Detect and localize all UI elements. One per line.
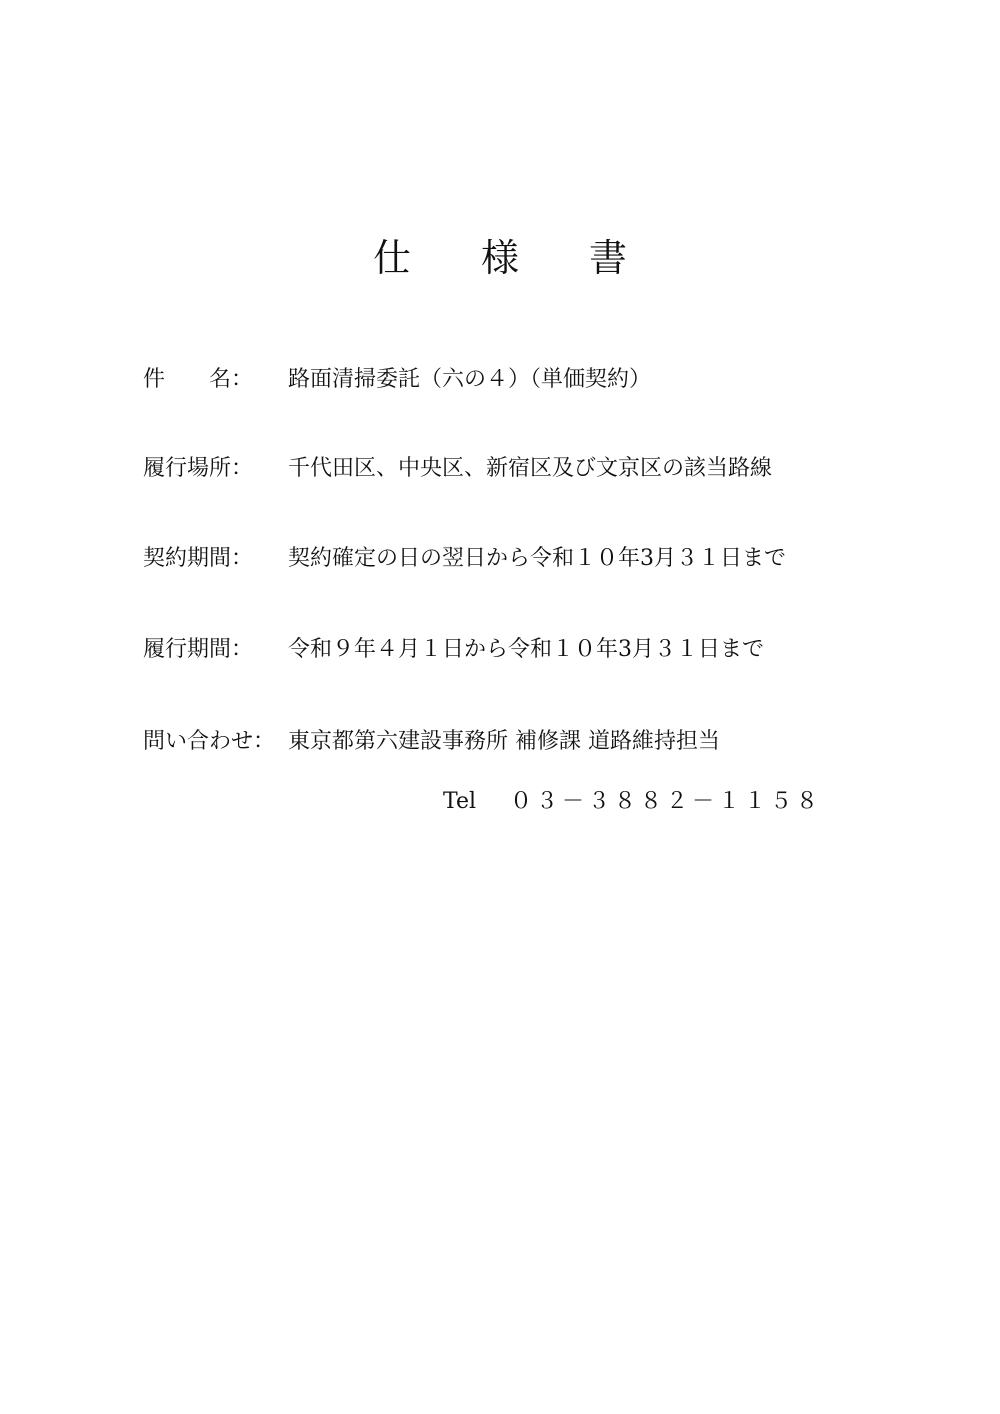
title-char-3: 書 — [588, 236, 627, 280]
field-label-performance-period: 履行期間： — [143, 637, 254, 662]
field-label-subject: 件 名： — [143, 367, 254, 392]
title-char-2: 様 — [480, 236, 519, 280]
field-label-contract-period: 契約期間： — [143, 546, 254, 571]
tel-label: Tel — [443, 789, 477, 814]
field-value-performance-period: 令和９年４月１日から令和１０年3月３１日まで — [288, 637, 764, 662]
contact-tel — [443, 786, 822, 818]
field-label-location: 履行場所： — [143, 456, 254, 481]
field-value-inquiry: 東京都第六建設事務所 補修課 道路維持担当 — [288, 729, 720, 754]
field-value-subject: 路面清掃委託（六の４）（単価契約） — [288, 367, 652, 392]
field-value-location: 千代田区、中央区、新宿区及び文京区の該当路線 — [288, 456, 773, 481]
field-value-contract-period: 契約確定の日の翌日から令和１０年3月３１日まで — [288, 546, 786, 571]
title-char-1: 仕 — [372, 236, 411, 280]
field-label-inquiry: 問い合わせ： — [143, 729, 276, 754]
document-title — [0, 232, 1000, 284]
tel-number: ０３－３８８２－１１５８ — [510, 789, 823, 814]
